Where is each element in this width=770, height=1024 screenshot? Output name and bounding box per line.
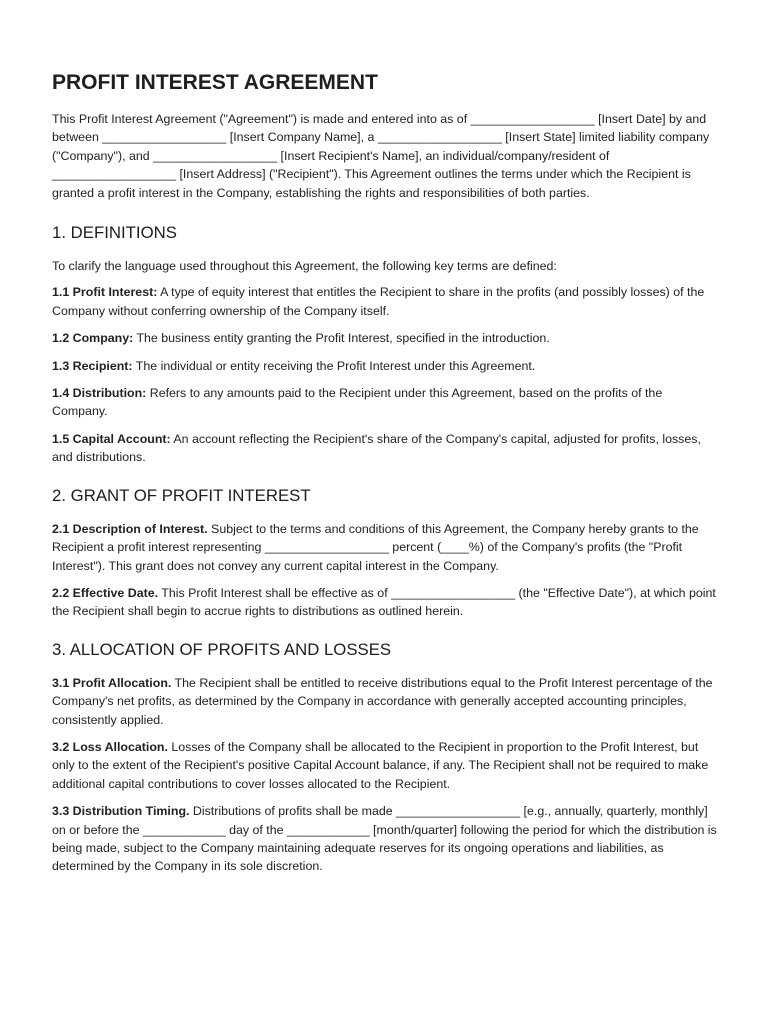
clause-term: 3.1 Profit Allocation. [52,675,172,690]
clause-text: A type of equity interest that entitles the Recipient to share in the profits (and possibly losses) of the Company without conferring ownership of the Company itself. [52,285,705,318]
clause-term: 2.2 Effective Date. [52,585,159,600]
clause-1-2 [52,329,718,347]
intro-paragraph: This Profit Interest Agreement ("Agreement") is made and entered into as of __________________ [Insert Date] by and between __________________ [Insert Company Name], a __________________ [Insert State] limited liability company ("Company"), and __________________ [Insert Recipient's Name], an individual/company/resident of __________________ [Insert Address] ("Recipient"). This Agreement outlines the terms under which the Recipient is granted a profit interest in the Company, establishing the rights and responsibilities of both parties. [52,112,710,200]
clause-text: Refers to any amounts paid to the Recipient under this Agreement, based on the profits of the Company. [52,386,663,419]
document-page [52,70,718,894]
section-grant [52,485,718,621]
clause-term: 1.5 Capital Account: [52,431,171,446]
clause-1-3 [52,357,718,375]
section-allocation [52,639,718,876]
clause-text: Distributions of profits shall be made __________________ [e.g., annually, quarterly, monthly] on or before the ____________ day of the ____________ [month/quarter] following the period for which the distribution is being made, subject to the Company maintaining adequate reserves for its ongoing operations and liabilities, as determined by the Company in its sole discretion. [52,804,717,874]
section-heading: 1. DEFINITIONS [52,223,177,243]
clause-term: 3.3 Distribution Timing. [52,804,190,819]
section-lead: To clarify the language used throughout this Agreement, the following key terms are defined: [52,259,557,274]
clause-3-3 [52,802,718,876]
clause-text: This Profit Interest shall be effective as of __________________ (the "Effective Date"), at which point the Recipient shall begin to accrue rights to distributions as outlined herein. [52,585,716,619]
clause-3-2 [52,738,718,793]
clause-1-5 [52,430,718,467]
document-title: PROFIT INTEREST AGREEMENT [52,71,378,94]
clause-text: Losses of the Company shall be allocated to the Recipient in proportion to the Profit Interest, but only to the extent of the Recipient's positive Capital Account balance, if any. The Recipient shall not be required to make additional capital contributions to cover losses allocated to the Recipient. [52,739,709,791]
section-heading: 2. GRANT OF PROFIT INTEREST [52,485,311,505]
section-definitions [52,222,718,467]
clause-term: 1.2 Company: [52,331,134,346]
clause-term: 1.4 Distribution: [52,386,147,401]
clause-1-1 [52,283,718,320]
clause-text: The individual or entity receiving the Profit Interest under this Agreement. [132,358,536,373]
clause-1-4 [52,384,718,421]
clause-text: The business entity granting the Profit Interest, specified in the introduction. [133,331,550,346]
clause-text: An account reflecting the Recipient's share of the Company's capital, adjusted for profits, losses, and distributions. [52,431,701,465]
clause-2-2 [52,584,718,621]
clause-term: 1.1 Profit Interest: [52,285,158,300]
clause-3-1 [52,674,718,729]
clause-term: 3.2 Loss Allocation. [52,739,168,754]
section-heading: 3. ALLOCATION OF PROFITS AND LOSSES [52,639,392,659]
clause-text: The Recipient shall be entitled to receive distributions equal to the Profit Interest percentage of the Company's net profits, as determined by the Company in accordance with generally accepted accounting principles, consistently applied. [52,675,713,727]
clause-text: Subject to the terms and conditions of this Agreement, the Company hereby grants to the Recipient a profit interest representing __________________ percent (____%) of the Company's profits (the "Profit Interest"). This grant does not convey any current capital interest in the Company. [52,521,699,573]
clause-term: 2.1 Description of Interest. [52,521,208,536]
clause-2-1 [52,520,718,575]
clause-term: 1.3 Recipient: [52,358,133,373]
